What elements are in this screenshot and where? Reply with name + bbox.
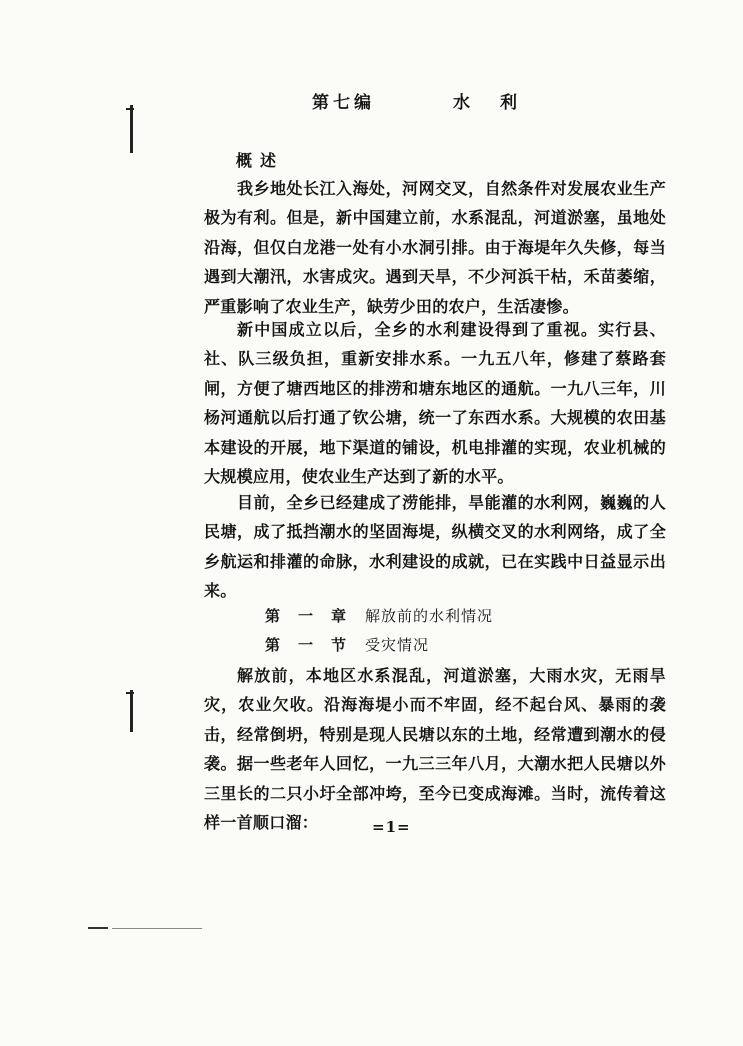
section-number: 第一节 [265, 636, 365, 654]
binding-mark-bottom [130, 690, 133, 732]
paragraph: 目前，全乡已经建成了涝能排，旱能灌的水利网，巍巍的人民塘，成了抵挡潮水的坚固海堤，纵横交叉的水利网络，成了全乡航运和排灌的命脉，水利建设的成就，已在实践中日益显示出来。 [204, 493, 666, 601]
section-name: 受灾情况 [365, 636, 430, 654]
paragraph: 新中国成立以后，全乡的水利建设得到了重视。实行县、社、队三级负担，重新安排水系。一九五八年，修建了蔡路套闸，方便了塘西地区的排涝和塘东地区的通航。一九八三年，川杨河通航以后打通了钦公塘，统一了东西水系。大规模的农田基本建设的开展，地下渠道的铺设，机电排灌的实现，农业机械的大规模应用，使农业生产达到了新的水平。 [204, 320, 666, 487]
chapter-heading [265, 605, 493, 626]
part-name: 水利 [453, 93, 547, 113]
binding-mark-bottom-tick [126, 692, 134, 694]
scan-artifact-line [88, 927, 108, 929]
binding-mark-top [130, 105, 133, 153]
scan-artifact-dash [112, 928, 202, 929]
chapter-name: 解放前的水利情况 [365, 607, 494, 625]
chapter-number: 第一章 [265, 607, 365, 625]
overview-heading: 概述 [236, 151, 285, 170]
section-heading [265, 634, 429, 655]
paragraph: 解放前，本地区水系混乱，河道淤塞，大雨水灾，无雨旱灾，农业欠收。沿海海堤小而不牢固，经不起台风、暴雨的袭击，经常倒坍，特别是现人民塘以东的土地，经常遭到潮水的侵袭。据一些老年人回忆，一九三三年八月，大潮水把人民塘以外三里长的二只小圩全部冲垮，至今已变成海滩。当时，流传着这样一首顺口溜： [204, 666, 666, 833]
part-title [312, 88, 547, 118]
page-number: =1= [372, 818, 411, 836]
binding-mark-top-tick [126, 108, 134, 110]
paragraph: 我乡地处长江入海处，河网交叉，自然条件对发展农业生产极为有利。但是，新中国建立前，水系混乱，河道淤塞，虽地处沿海，但仅白龙港一处有小水洞引排。由于海堤年久失修，每当遇到大潮汛，水害成灾。遇到天旱，不少河浜干枯，禾苗萎缩，严重影响了农业生产，缺劳少田的农户，生活凄惨。 [204, 179, 666, 316]
part-number: 第七编 [312, 93, 375, 113]
